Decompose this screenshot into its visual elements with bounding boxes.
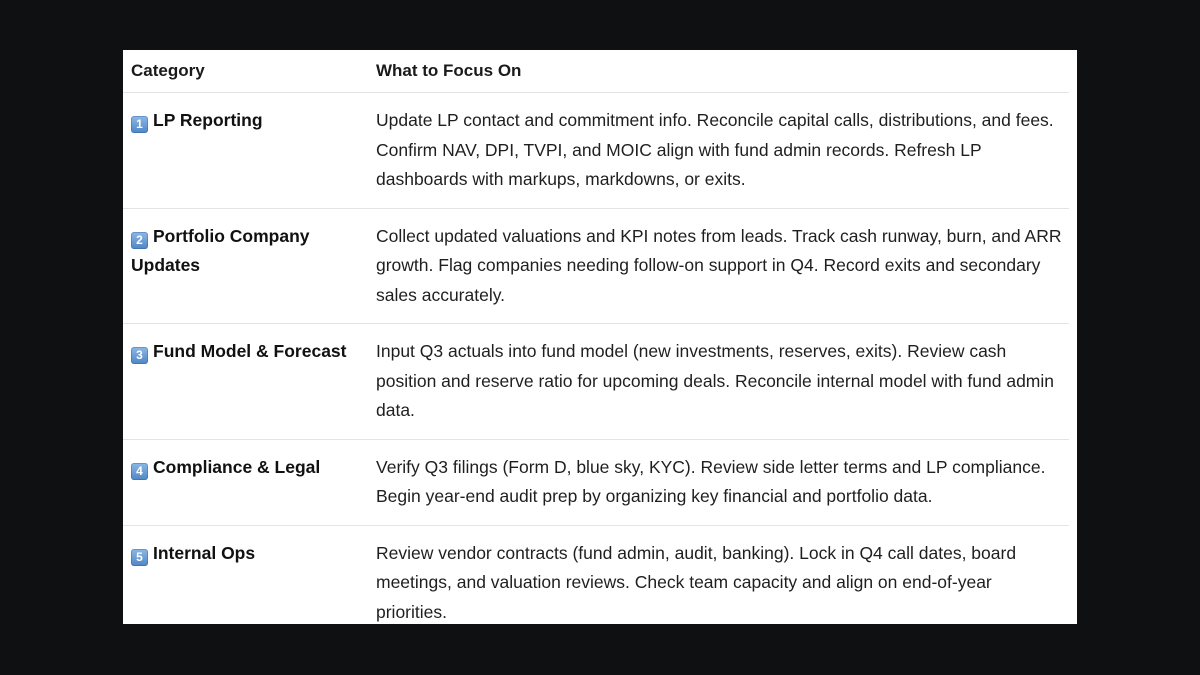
table-row: [123, 324, 1069, 440]
header-category: Category: [123, 50, 368, 93]
table-row: [123, 439, 1069, 525]
header-focus: What to Focus On: [368, 50, 1069, 93]
category-cell: [123, 439, 368, 525]
category-label: Fund Model & Forecast: [153, 341, 347, 361]
focus-table: [123, 50, 1069, 624]
focus-cell: Review vendor contracts (fund admin, audit, banking). Lock in Q4 call dates, board meetings, and valuation reviews. Check team capacity and align on end-of-year priorities.: [376, 542, 1017, 622]
focus-cell: Input Q3 actuals into fund model (new investments, reserves, exits). Review cash position and reserve ratio for upcoming deals. Reconcile internal model with fund admin data.: [368, 324, 1069, 440]
category-label: Compliance & Legal: [153, 456, 321, 477]
table-header-row: [123, 50, 1069, 93]
table-row: [123, 93, 1069, 209]
keycap-3-icon: 3: [131, 347, 148, 364]
table-card: [123, 50, 1077, 624]
keycap-4-icon: 4: [131, 463, 148, 480]
category-cell: [123, 525, 368, 624]
focus-cell: Update LP contact and commitment info. Reconcile capital calls, distributions, and fees. Confirm NAV, DPI, TVPI, and MOIC align with fund admin records. Refresh LP dashboards with markups, markdowns, or exits.: [368, 93, 1069, 209]
category-cell: [123, 93, 368, 209]
keycap-2-icon: 2: [131, 232, 148, 249]
table-row: [123, 208, 1069, 324]
category-cell: [123, 208, 368, 324]
keycap-5-icon: 5: [131, 549, 148, 566]
focus-cell: Verify Q3 filings (Form D, blue sky, KYC). Review side letter terms and LP compliance. Begin year-end audit prep by organizing key financial and portfolio data.: [368, 439, 1069, 525]
category-cell: [123, 324, 368, 440]
table-row: [123, 525, 1069, 624]
category-label: Portfolio Company Updates: [131, 225, 310, 275]
keycap-1-icon: 1: [131, 116, 148, 133]
focus-cell: Collect updated valuations and KPI notes from leads. Track cash runway, burn, and ARR growth. Flag companies needing follow-on support in Q4. Record exits and secondary sales accurately.: [368, 208, 1069, 324]
category-label: LP Reporting: [153, 110, 263, 130]
category-label: Internal Ops: [153, 542, 256, 563]
